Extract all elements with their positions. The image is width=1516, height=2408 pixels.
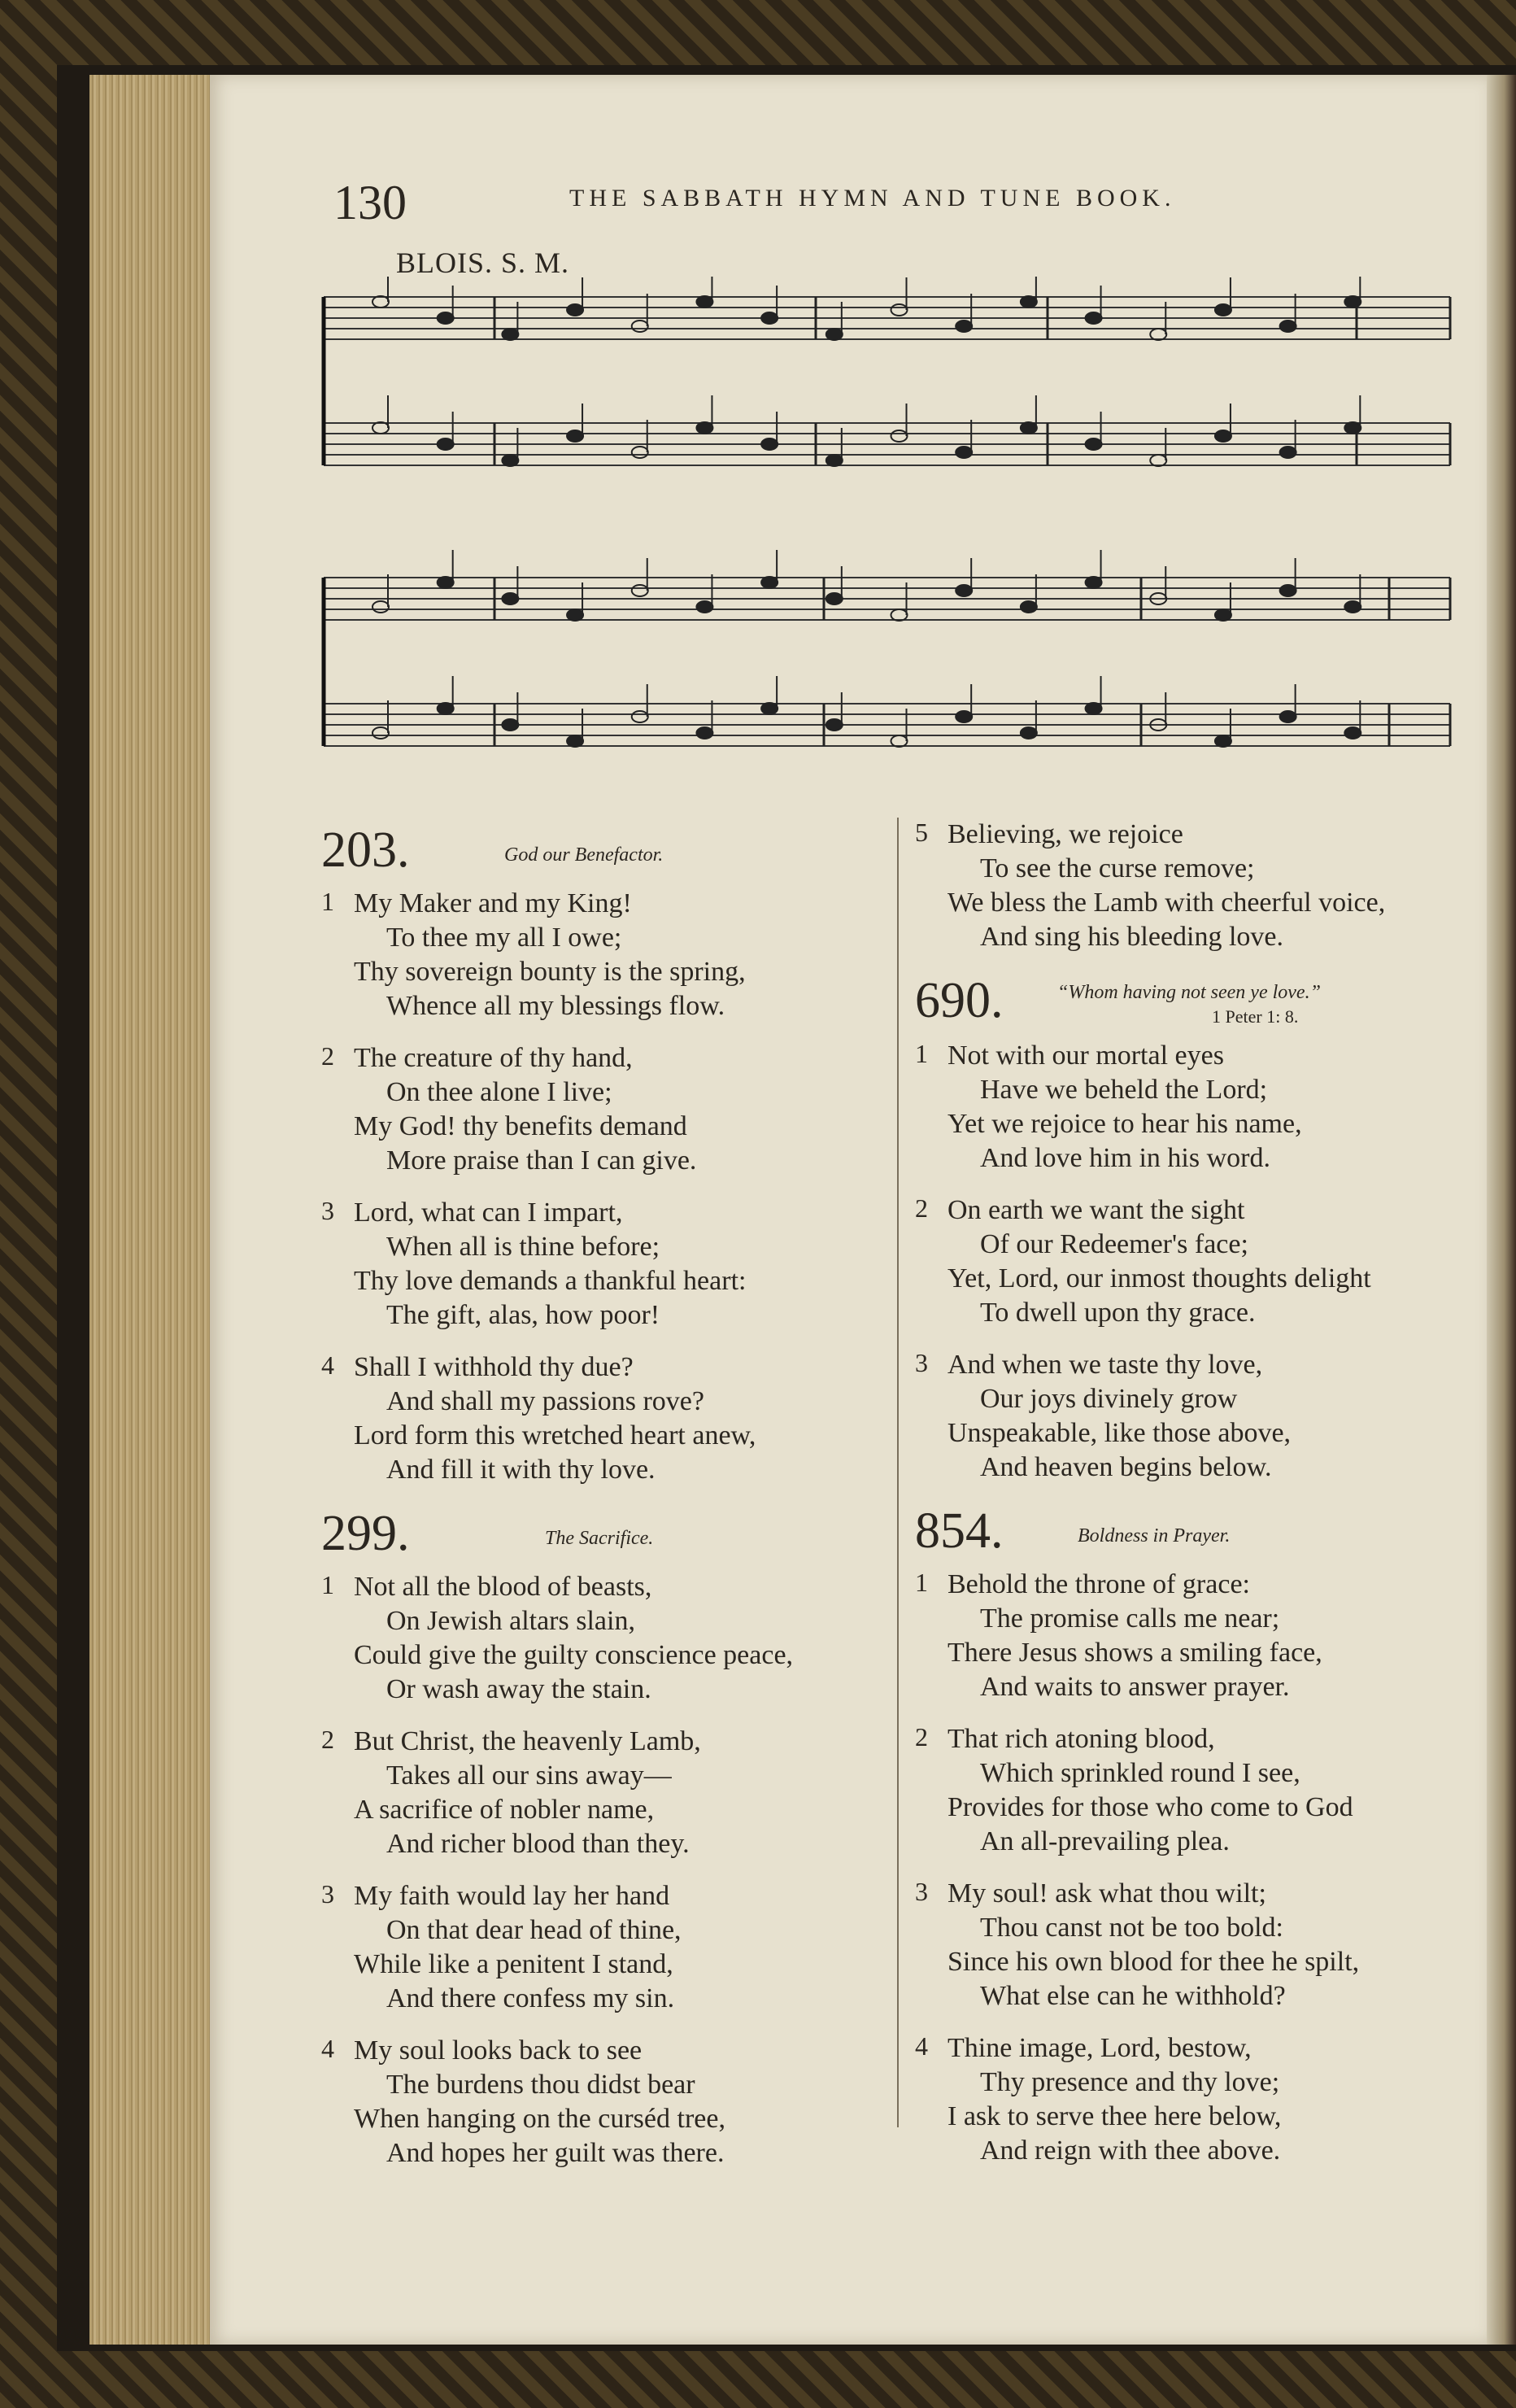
note-head: [1150, 329, 1166, 340]
verse-line: Thou canst not be too bold:: [980, 1913, 1284, 1943]
verse-line: More praise than I can give.: [386, 1145, 697, 1176]
verse-line: The burdens thou didst bear: [386, 2070, 695, 2100]
note-head: [438, 438, 454, 450]
stanza: [321, 1041, 891, 1178]
note-head: [761, 312, 778, 324]
note-head: [826, 329, 843, 340]
note-head: [632, 711, 648, 722]
note-head: [1086, 312, 1102, 324]
stanza: [915, 1193, 1476, 1330]
verse-line: Takes all our sins away—: [386, 1760, 672, 1791]
verse-line: And sing his bleeding love.: [980, 922, 1284, 952]
verse-line: Thine image, Lord, bestow,: [948, 2033, 1252, 2063]
note-head: [761, 703, 778, 714]
hymn-number: 854.: [915, 1503, 1004, 1559]
verse-line: Yet we rejoice to hear his name,: [948, 1109, 1302, 1139]
verse-line: Have we beheld the Lord;: [980, 1075, 1268, 1105]
stanza: [915, 1877, 1476, 2013]
note-head: [891, 609, 908, 621]
note-head: [891, 304, 908, 316]
verse-line: Behold the throne of grace:: [948, 1569, 1250, 1599]
verse-line: To see the curse remove;: [980, 853, 1255, 883]
verse-line: When hanging on the curséd tree,: [354, 2104, 725, 2134]
hymn-reference: 1 Peter 1: 8.: [1212, 1006, 1299, 1027]
stanza: [915, 1348, 1476, 1485]
note-head: [1280, 447, 1296, 458]
hymn-854: [915, 1503, 1476, 2168]
note-head: [372, 727, 389, 739]
stanza-number: 4: [321, 1350, 334, 1380]
note-head: [1086, 577, 1102, 588]
note-head: [372, 296, 389, 308]
verse-line: Lord, what can I impart,: [354, 1197, 623, 1228]
note-head: [632, 447, 648, 458]
stanza-number: 2: [321, 1041, 334, 1071]
column-divider: [897, 818, 899, 2127]
stanza-number: 1: [321, 887, 334, 916]
page-header: [333, 175, 1236, 229]
note-head: [502, 455, 518, 466]
verse-line: While like a penitent I stand,: [354, 1949, 673, 1979]
verse-line: Thy sovereign bounty is the spring,: [354, 957, 746, 987]
verse-line: Could give the guilty conscience peace,: [354, 1640, 794, 1670]
note-head: [1280, 321, 1296, 332]
note-head: [502, 719, 518, 731]
verse-line: Yet, Lord, our inmost thoughts delight: [948, 1263, 1371, 1293]
stanza-number: 1: [915, 1039, 928, 1068]
stanza-number: 1: [915, 1568, 928, 1597]
verse-line: Which sprinkled round I see,: [980, 1758, 1300, 1788]
verse-line: What else can he withhold?: [980, 1981, 1286, 2011]
hymn-title: “Whom having not seen ye love.”: [1057, 982, 1321, 1003]
verse-line: Unspeakable, like those above,: [948, 1418, 1292, 1448]
note-head: [1280, 711, 1296, 722]
verse-line: Lord form this wretched heart anew,: [354, 1420, 756, 1450]
note-head: [1150, 455, 1166, 466]
note-head: [696, 296, 712, 308]
stanza-number: 3: [321, 1879, 334, 1909]
right-column: [915, 818, 1476, 2186]
verse-line: And waits to answer prayer.: [980, 1672, 1290, 1702]
note-head: [502, 329, 518, 340]
note-head: [502, 593, 518, 604]
verse-line: My Maker and my King!: [354, 888, 632, 918]
note-head: [1086, 438, 1102, 450]
verse-line: And there confess my sin.: [386, 1983, 675, 2013]
hymn-690: [915, 972, 1476, 1485]
verse-line: On Jewish altars slain,: [386, 1606, 635, 1636]
note-head: [438, 577, 454, 588]
verse-line: Or wash away the stain.: [386, 1674, 651, 1704]
note-head: [1215, 430, 1231, 442]
verse-line: Whence all my blessings flow.: [386, 991, 725, 1021]
tune-title: BLOIS. S. M.: [396, 246, 570, 279]
note-head: [1021, 422, 1037, 434]
stanza-number: 2: [915, 1193, 928, 1223]
hymn-title: Boldness in Prayer.: [1078, 1525, 1231, 1546]
stanza-number: 3: [915, 1877, 928, 1906]
verse-line: Shall I withhold thy due?: [354, 1352, 634, 1382]
verse-line: My faith would lay her hand: [354, 1881, 670, 1911]
stanza: [915, 1039, 1476, 1176]
verse-line: I ask to serve thee here below,: [948, 2101, 1282, 2131]
music-score: [317, 277, 1456, 781]
page-number: 130: [333, 176, 407, 229]
score-systems: [324, 277, 1450, 747]
note-head: [1344, 727, 1361, 739]
stanza: [321, 1879, 891, 2016]
stanza: [321, 1725, 891, 1861]
note-head: [567, 304, 583, 316]
note-head: [567, 735, 583, 747]
note-head: [1344, 422, 1361, 434]
verse-line: And reign with thee above.: [980, 2135, 1281, 2166]
stanza: [915, 1568, 1476, 1704]
stanza-number: 3: [915, 1348, 928, 1377]
note-head: [1344, 296, 1361, 308]
note-head: [891, 735, 908, 747]
note-head: [1280, 585, 1296, 596]
note-head: [567, 430, 583, 442]
page-edges: [89, 75, 213, 2345]
continuation-stanza: [915, 818, 1476, 954]
stanza-number: 1: [321, 1570, 334, 1599]
verse-line: A sacrifice of nobler name,: [354, 1795, 655, 1825]
hymn-title: The Sacrifice.: [545, 1528, 654, 1549]
note-head: [1215, 304, 1231, 316]
note-head: [891, 430, 908, 442]
stanza-number: 4: [321, 2034, 334, 2063]
note-head: [1021, 601, 1037, 613]
note-head: [956, 447, 972, 458]
verse-line: We bless the Lamb with cheerful voice,: [948, 888, 1386, 918]
verse-line: To thee my all I owe;: [386, 923, 622, 953]
note-head: [567, 609, 583, 621]
note-head: [632, 321, 648, 332]
stanza: [915, 2031, 1476, 2168]
stanza: [321, 1196, 891, 1333]
verse-line: On that dear head of thine,: [386, 1915, 682, 1945]
note-head: [438, 703, 454, 714]
stanza: [321, 887, 891, 1023]
note-head: [1344, 601, 1361, 613]
hymn-title: God our Benefactor.: [504, 844, 664, 866]
verse-line: And fill it with thy love.: [386, 1455, 656, 1485]
left-column: [321, 822, 891, 2188]
note-head: [761, 577, 778, 588]
verse-line: Provides for those who come to God: [948, 1792, 1353, 1822]
stanza-number: 3: [321, 1196, 334, 1225]
hymn-number: 299.: [321, 1506, 410, 1561]
note-head: [372, 422, 389, 434]
verse-line: To dwell upon thy grace.: [980, 1298, 1256, 1328]
stanza: [915, 1722, 1476, 1859]
verse-line: And heaven begins below.: [980, 1452, 1272, 1482]
stanza-list: [915, 1568, 1476, 2168]
verse-line: But Christ, the heavenly Lamb,: [354, 1726, 701, 1756]
stanza-number: 4: [915, 2031, 928, 2061]
running-head: THE SABBATH HYMN AND TUNE BOOK.: [569, 185, 1176, 212]
verse-line: The promise calls me near;: [980, 1603, 1280, 1634]
stanza-number: 2: [915, 1722, 928, 1751]
stanza-list: [915, 1039, 1476, 1485]
note-head: [826, 593, 843, 604]
stanza-list: [321, 1570, 891, 2170]
stanza: [321, 1570, 891, 1707]
verse-line: There Jesus shows a smiling face,: [948, 1638, 1322, 1668]
verse-line: And hopes her guilt was there.: [386, 2138, 725, 2168]
note-head: [956, 711, 972, 722]
stanza: [321, 1350, 891, 1487]
note-head: [1086, 703, 1102, 714]
note-head: [1021, 296, 1037, 308]
verse-line: Believing, we rejoice: [948, 819, 1183, 849]
note-head: [632, 585, 648, 596]
verse-line: My soul looks back to see: [354, 2035, 643, 2066]
verse-line: On thee alone I live;: [386, 1077, 612, 1107]
note-head: [956, 321, 972, 332]
note-head: [1021, 727, 1037, 739]
verse-line: Of our Redeemer's face;: [980, 1229, 1248, 1259]
facing-page-edge: [1487, 75, 1516, 2345]
verse-line: Since his own blood for thee he spilt,: [948, 1947, 1360, 1977]
verse-line: On earth we want the sight: [948, 1195, 1245, 1225]
note-head: [696, 727, 712, 739]
verse-line: Not all the blood of beasts,: [354, 1572, 652, 1602]
note-head: [1215, 609, 1231, 621]
note-head: [696, 422, 712, 434]
verse-line: An all-prevailing plea.: [980, 1826, 1230, 1856]
verse-line: Thy love demands a thankful heart:: [354, 1266, 747, 1296]
hymn-299: [321, 1505, 891, 2170]
verse-line: Our joys divinely grow: [980, 1384, 1238, 1414]
verse-line: My soul! ask what thou wilt;: [948, 1878, 1266, 1909]
note-head: [826, 719, 843, 731]
hymn-number: 203.: [321, 822, 410, 878]
verse-line: That rich atoning blood,: [948, 1724, 1215, 1754]
hymn-203: [321, 822, 891, 1487]
note-head: [696, 601, 712, 613]
verse-line: And when we taste thy love,: [948, 1350, 1263, 1380]
verse-line: And richer blood than they.: [386, 1829, 690, 1859]
note-head: [761, 438, 778, 450]
note-head: [826, 455, 843, 466]
verse-line: The gift, alas, how poor!: [386, 1300, 660, 1330]
hymn-number: 690.: [915, 973, 1004, 1028]
note-head: [956, 585, 972, 596]
note-head: [1215, 735, 1231, 747]
verse-line: The creature of thy hand,: [354, 1043, 633, 1073]
verse-line: And shall my passions rove?: [386, 1386, 704, 1416]
verse-line: Not with our mortal eyes: [948, 1040, 1224, 1071]
note-head: [372, 601, 389, 613]
verse-line: When all is thine before;: [386, 1232, 660, 1262]
stanza-number: 2: [321, 1725, 334, 1754]
stanza: [321, 2034, 891, 2170]
verse-line: Thy presence and thy love;: [980, 2067, 1280, 2097]
verse-line: My God! thy benefits demand: [354, 1111, 687, 1141]
note-head: [438, 312, 454, 324]
verse-line: And love him in his word.: [980, 1143, 1270, 1173]
stanza-number: 5: [915, 818, 928, 847]
stanza-list: [321, 887, 891, 1487]
